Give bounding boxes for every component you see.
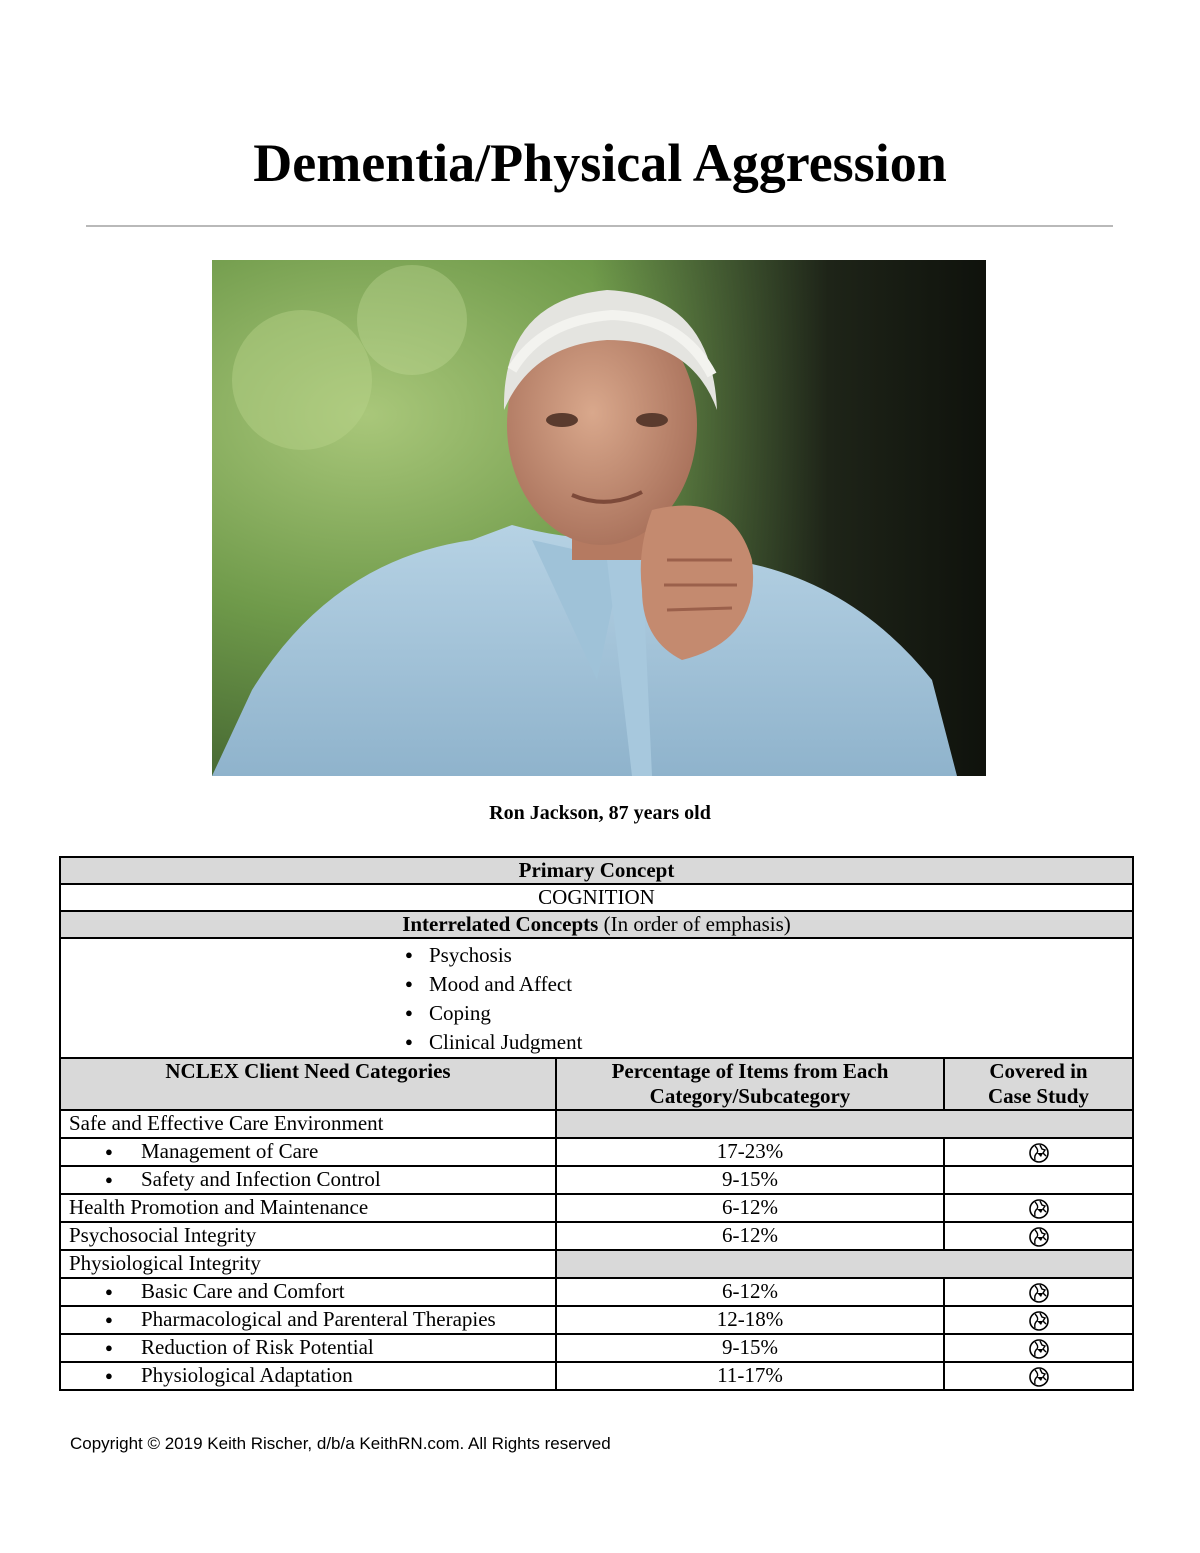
globe-check-icon: [1028, 1363, 1050, 1387]
bullet-icon: ●: [105, 1144, 113, 1159]
primary-concept-label: Primary Concept: [60, 857, 1133, 884]
covered-cell: [944, 1222, 1133, 1250]
globe-check-icon: [1028, 1223, 1050, 1247]
percentage-cell: 6-12%: [556, 1194, 944, 1222]
covered-cell: [944, 1362, 1133, 1390]
percentage-cell: 6-12%: [556, 1222, 944, 1250]
globe-check-icon: [1028, 1279, 1050, 1303]
nclex-category-cell: [60, 1334, 556, 1362]
interrelated-note: (In order of emphasis): [603, 912, 791, 936]
section-filler-cell: [556, 1110, 1133, 1138]
copyright-footer: Copyright © 2019 Keith Rischer, d/b/a KeithRN.com. All Rights reserved: [70, 1434, 611, 1453]
bullet-icon: ●: [105, 1172, 113, 1187]
covered-cell: [944, 1194, 1133, 1222]
concept-item: ● Coping: [405, 999, 1124, 1028]
category-label: Basic Care and Comfort: [141, 1279, 345, 1303]
nclex-row: [60, 1110, 1133, 1138]
nclex-row: [60, 1334, 1133, 1362]
category-label: Pharmacological and Parenteral Therapies: [141, 1307, 496, 1331]
bullet-icon: ●: [105, 1340, 113, 1355]
interrelated-concepts-list: [60, 938, 1133, 1058]
primary-concept-value: COGNITION: [60, 884, 1133, 911]
nclex-row: [60, 1222, 1133, 1250]
patient-photo: [212, 260, 986, 776]
percentage-cell: 12-18%: [556, 1306, 944, 1334]
covered-cell: [944, 1306, 1133, 1334]
nclex-row: [60, 1138, 1133, 1166]
bullet-icon: ●: [105, 1312, 113, 1327]
interrelated-label: Interrelated Concepts: [402, 912, 599, 936]
percentage-cell: 11-17%: [556, 1362, 944, 1390]
covered-cell: [944, 1166, 1133, 1194]
concept-item: ● Psychosis: [405, 941, 1124, 970]
nclex-category-cell: [60, 1138, 556, 1166]
nclex-category-header: NCLEX Client Need Categories: [60, 1058, 556, 1110]
page-title: Dementia/Physical Aggression: [253, 133, 947, 193]
percentage-cell: 9-15%: [556, 1334, 944, 1362]
nclex-category-cell: [60, 1278, 556, 1306]
globe-check-icon: [1028, 1195, 1050, 1219]
nclex-category-cell: [60, 1306, 556, 1334]
concept-item: ● Mood and Affect: [405, 970, 1124, 999]
concept-table: [59, 856, 1134, 1391]
category-label: Reduction of Risk Potential: [141, 1335, 374, 1359]
nclex-category-cell: Psychosocial Integrity: [60, 1222, 556, 1250]
globe-check-icon: [1028, 1307, 1050, 1331]
covered-cell: [944, 1278, 1133, 1306]
nclex-row: [60, 1306, 1133, 1334]
percentage-header-line2: Category/Subcategory: [649, 1084, 851, 1108]
covered-header: [944, 1058, 1133, 1110]
covered-cell: [944, 1138, 1133, 1166]
section-filler-cell: [556, 1250, 1133, 1278]
nclex-category-cell: Safe and Effective Care Environment: [60, 1110, 556, 1138]
bullet-icon: ●: [105, 1368, 113, 1383]
bullet-icon: ●: [105, 1284, 113, 1299]
covered-cell: [944, 1334, 1133, 1362]
covered-header-line1: Covered in: [989, 1059, 1088, 1083]
percentage-cell: 17-23%: [556, 1138, 944, 1166]
nclex-row: [60, 1278, 1133, 1306]
percentage-header-line1: Percentage of Items from Each: [611, 1059, 889, 1083]
percentage-header: [556, 1058, 944, 1110]
percentage-cell: 9-15%: [556, 1166, 944, 1194]
category-label: Management of Care: [141, 1139, 319, 1163]
category-label: Safety and Infection Control: [141, 1167, 381, 1191]
photo-caption: Ron Jackson, 87 years old: [489, 802, 711, 824]
globe-check-icon: [1028, 1139, 1050, 1163]
nclex-row: [60, 1194, 1133, 1222]
globe-check-icon: [1028, 1335, 1050, 1359]
category-label: Physiological Adaptation: [141, 1363, 353, 1387]
nclex-category-cell: Health Promotion and Maintenance: [60, 1194, 556, 1222]
nclex-category-cell: [60, 1362, 556, 1390]
percentage-cell: 6-12%: [556, 1278, 944, 1306]
concept-item: ● Clinical Judgment: [405, 1028, 1124, 1057]
title-divider: [86, 225, 1113, 227]
nclex-row: [60, 1362, 1133, 1390]
nclex-category-cell: [60, 1166, 556, 1194]
nclex-row: [60, 1250, 1133, 1278]
interrelated-concepts-heading: [60, 911, 1133, 938]
nclex-rows: [60, 1110, 1133, 1390]
nclex-category-cell: Physiological Integrity: [60, 1250, 556, 1278]
nclex-row: [60, 1166, 1133, 1194]
covered-header-line2: Case Study: [988, 1084, 1089, 1108]
